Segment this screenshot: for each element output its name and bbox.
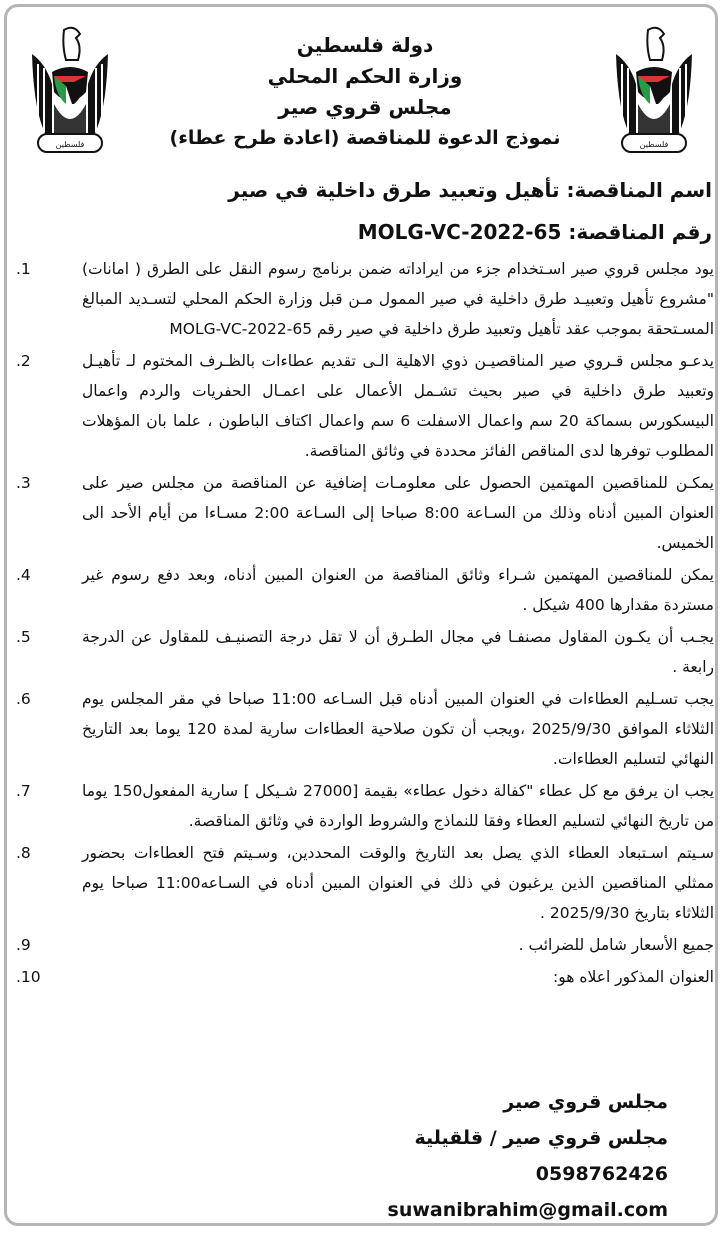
emblem-caption: فلسطين — [639, 140, 669, 149]
council-name: مجلس قروي صير — [278, 95, 452, 119]
list-item — [14, 560, 714, 620]
item-text: يدعـو مجلس قـروي صير المناقصيـن ذوي الاهلية الـى تقديم عطاءات بالظـرف المختوم لـ تأهيـل وتعبيد طرق داخلية في صير بحيث تشـمل الأعمال على اعمـال الحفريات والردم واعمال البيسكورس بسماكة 20 سم واعمال الاسفلت 6 سم واعمال اكتاف الباطون ، علما بان المؤهلات المطلوب توفرها لدى المناقص الفائز محددة في وثائق المناقصة. — [82, 352, 714, 460]
address-phone: 0598762426 — [535, 1163, 668, 1185]
item-number: .3 — [16, 474, 31, 492]
item-text: جميع الأسعار شامل للضرائب . — [518, 936, 714, 954]
item-text: يود مجلس قروي صير اسـتخدام جزء من ايراداته ضمن برنامج رسوم النقل على الطرق ( امانات) "مشروع تأهيل وتعبيـد طرق داخلية في صير الممول مـن قبل وزارة الحكم المحلي لتسـديد المبالغ المسـتحقة بموجب عقد تأهيل وتعبيد طرق داخلية في صير رقم MOLG-VC-2022-65 — [82, 260, 714, 338]
address-email: suwanibrahim@gmail.com — [387, 1199, 668, 1221]
item-number: .7 — [16, 782, 31, 800]
item-text: العنوان المذكور اعلاه هو: — [553, 968, 714, 986]
palestine-emblem-icon — [608, 24, 700, 164]
item-number: .9 — [16, 936, 31, 954]
list-item — [14, 776, 714, 836]
item-number: .5 — [16, 628, 31, 646]
item-text: يمكـن للمناقصين المهتمين الحصول على معلومـات إضافية عن المناقصة من مجلس صير على العنوان المبين أدناه وذلك من السـاعة 8:00 صباحا إلى السـاعة 2:00 مسـاءا من أيام الأحد الى الخميس. — [82, 474, 714, 552]
palestine-emblem-icon — [24, 24, 116, 164]
emblem-caption: فلسطين — [55, 140, 85, 149]
list-item — [14, 622, 714, 682]
tender-number: رقم المناقصة: MOLG-VC-2022-65 — [357, 220, 712, 244]
document-header — [160, 30, 570, 154]
list-item — [14, 684, 714, 774]
list-item — [14, 930, 714, 960]
tender-name: اسم المناقصة: تأهيل وتعبيد طرق داخلية في صير — [228, 178, 712, 202]
address-location: مجلس قروي صير / قلقيلية — [414, 1127, 668, 1149]
item-text: يمكن للمناقصين المهتمين شـراء وثائق المناقصة من العنوان المبين أدناه، وبعد دفع رسوم غير مستردة مقدارها 400 شيكل . — [82, 566, 714, 614]
list-item — [14, 962, 714, 992]
ministry-name: وزارة الحكم المحلي — [267, 64, 463, 88]
item-number: .2 — [16, 352, 31, 370]
address-council: مجلس قروي صير — [503, 1091, 668, 1113]
list-item — [14, 254, 714, 344]
item-number: .10 — [16, 968, 41, 986]
item-text: سـيتم اسـتبعاد العطاء الذي يصل بعد التاريخ والوقت المحددين، وسـيتم فتح العطاءات بحضور ممثلي المناقصين الذين يرغبون في ذلك في العنوان المبين أدناه في السـاعه11:00 صباحا يوم الثلاثاء بتاريخ 2025/9/30 . — [82, 844, 714, 922]
state-name: دولة فلسطين — [296, 33, 434, 57]
item-text: يجـب أن يكـون المقاول مصنفـا في مجال الطـرق أن لا تقل درجة التصنيـف للمقاول عن الدرجة رابعة . — [82, 628, 714, 676]
item-number: .1 — [16, 260, 31, 278]
list-item — [14, 838, 714, 928]
item-text: يجب تسـليم العطاءات في العنوان المبين أدناه قبل السـاعه 11:00 صباحا في مقر المجلس يوم الثلاثاء الموافق 2025/9/30 ،ويجب أن تكون صلاحية العطاءات سارية لمدة 120 يوما بعد التاريخ النهائي لتسليم العطاءات. — [82, 690, 715, 768]
list-item — [14, 468, 714, 558]
item-number: .8 — [16, 844, 31, 862]
item-text: يجب ان يرفق مع كل عطاء "كفالة دخول عطاء» بقيمة [27000 شـيكل ] سارية المفعول150 يوما من تاريخ النهائي لتسليم العطاء وفقا للنماذج والشروط الواردة في وثائق المناقصة. — [82, 782, 715, 830]
contact-address — [388, 1084, 668, 1228]
list-item — [14, 346, 714, 466]
form-title: نموذج الدعوة للمناقصة (اعادة طرح عطاء) — [169, 127, 561, 149]
item-number: .4 — [16, 566, 31, 584]
tender-conditions-list — [14, 254, 714, 994]
item-number: .6 — [16, 690, 31, 708]
